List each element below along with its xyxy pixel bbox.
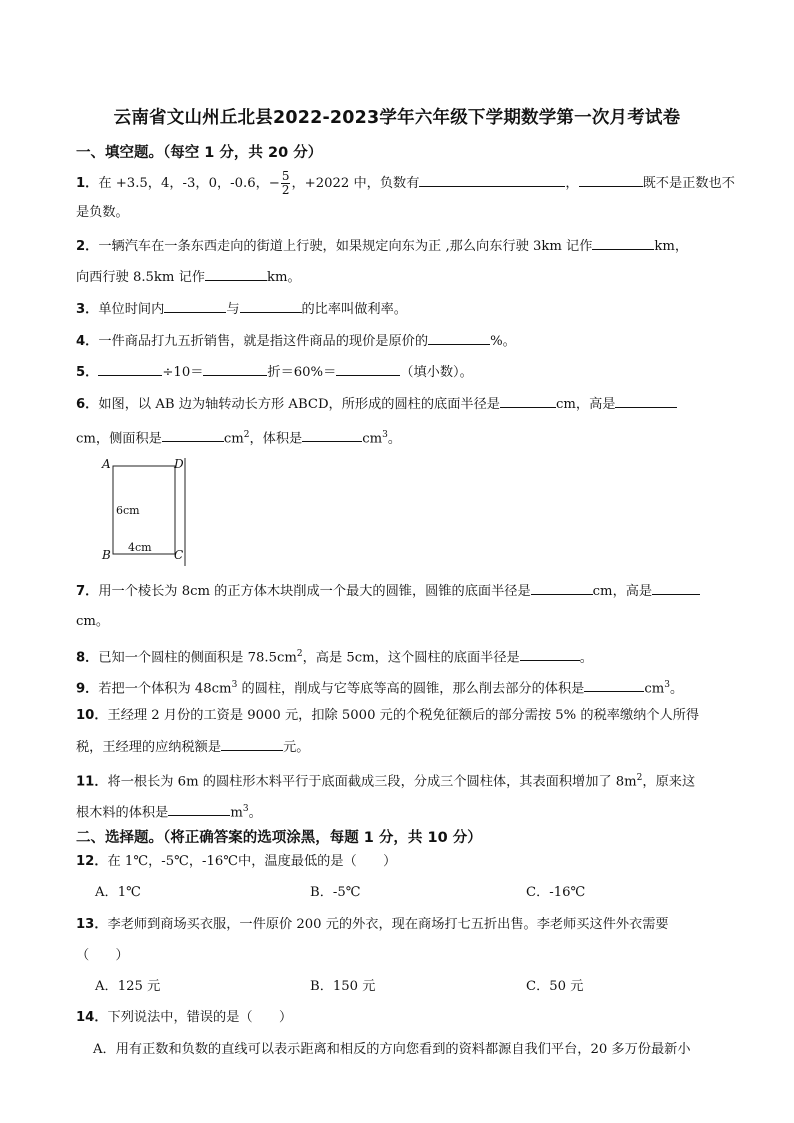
question-number: 9． xyxy=(76,681,99,697)
answer-blank[interactable] xyxy=(520,647,580,661)
option-a[interactable]: A．1℃ xyxy=(95,885,141,900)
question-12: 12．在 1℃，-5℃，-16℃中，温度最低的是（ ） xyxy=(76,854,397,869)
width-label: 4cm xyxy=(128,541,152,554)
question-2: 2．一辆汽车在一条东西走向的街道上行驶，如果规定向东为正 ,那么向东行驶 3km 记作 km， xyxy=(76,236,688,257)
question-2-cont: 向西行驶 8.5km 记作 km。 xyxy=(76,267,301,288)
option-b[interactable]: B．-5℃ xyxy=(310,885,361,900)
answer-blank[interactable] xyxy=(652,581,700,595)
answer-blank[interactable] xyxy=(162,428,224,442)
question-number: 5． xyxy=(76,365,99,380)
vertex-label-d: D xyxy=(174,457,184,471)
question-6-cont: cm，侧面积是 $cm^2$，体积是 $cm^3$。 xyxy=(76,430,402,447)
answer-blank[interactable] xyxy=(205,267,267,281)
question-number: 13． xyxy=(76,917,108,932)
question-9: 9．若把一个体积为 $48cm^3$ 的圆柱，削成与它等底等高的圆锥，那么削去部分的体积是 $cm^3$。 xyxy=(76,680,684,697)
question-1: 1．在 +3.5，4，-3，0，-0.6，− $\frac{5}{2}$ ，+2022 中，负数有 ， 既不是正数也不 xyxy=(76,169,735,197)
question-number: 11． xyxy=(76,774,108,790)
question-6: 6．如图，以 AB 边为轴转动长方形 ABCD，所形成的圆柱的底面半径是 cm，高是 xyxy=(76,394,677,415)
answer-blank[interactable] xyxy=(531,581,593,595)
question-number: 1． xyxy=(76,176,99,191)
vertex-label-a: A xyxy=(102,457,111,471)
question-10: 10．王经理 2 月份的工资是 9000 元，扣除 5000 元的个税免征额后的部分需按 5% 的税率缴纳个人所得 xyxy=(76,708,700,723)
fraction: $\frac{5}{2}$ xyxy=(281,169,290,197)
question-number: 2． xyxy=(76,239,99,254)
question-13: 13．李老师到商场买衣服，一件原价 200 元的外衣，现在商场打七五折出售。李老师买这件外衣需要 xyxy=(76,917,669,932)
section-heading-fill-in: 一、填空题。（每空 1 分，共 20 分） xyxy=(76,145,323,161)
question-11-cont: 根木料的体积是 $m^3$。 xyxy=(76,804,262,821)
answer-blank[interactable] xyxy=(98,362,162,376)
answer-blank[interactable] xyxy=(428,331,490,345)
vertex-label-b: B xyxy=(102,548,111,562)
height-label: 6cm xyxy=(116,504,140,517)
rectangle-figure xyxy=(100,456,192,568)
question-1-cont: 是负数。 xyxy=(76,205,129,220)
question-number: 8． xyxy=(76,650,99,666)
answer-blank[interactable] xyxy=(164,299,226,313)
answer-blank[interactable] xyxy=(615,394,677,408)
question-13-cont: （ ） xyxy=(76,948,129,963)
option-c[interactable]: C．-16℃ xyxy=(526,885,586,900)
answer-blank[interactable] xyxy=(168,802,230,816)
answer-blank[interactable] xyxy=(500,394,556,408)
question-4: 4．一件商品打九五折销售，就是指这件商品的现价是原价的 %。 xyxy=(76,331,516,352)
answer-blank[interactable] xyxy=(592,236,654,250)
question-number: 3． xyxy=(76,302,99,317)
question-7-cont: cm。 xyxy=(76,614,110,629)
answer-blank[interactable] xyxy=(203,362,267,376)
option-a[interactable]: A．用有正数和负数的直线可以表示距离和相反的方向您看到的资料都源自我们平台，20 多万份最新小 xyxy=(93,1042,691,1057)
question-8: 8．已知一个圆柱的侧面积是 $78.5cm^2$，高是 5cm，这个圆柱的底面半径是 。 xyxy=(76,649,593,666)
question-number: 4． xyxy=(76,334,99,349)
answer-blank[interactable] xyxy=(584,678,644,692)
answer-blank[interactable] xyxy=(240,299,302,313)
question-11: 11．将一根长为 6m 的圆柱形木料平行于底面截成三段，分成三个圆柱体，其表面积增加了 $8m^2$，原来这 xyxy=(76,773,696,790)
answer-blank[interactable] xyxy=(579,173,643,187)
answer-blank[interactable] xyxy=(336,362,400,376)
question-3: 3．单位时间内 与 的比率叫做利率。 xyxy=(76,299,407,320)
page-title: 云南省文山州丘北县2022-2023学年六年级下学期数学第一次月考试卷 xyxy=(113,108,681,128)
answer-blank[interactable] xyxy=(419,173,565,187)
question-number: 10． xyxy=(76,708,108,723)
option-c[interactable]: C．50 元 xyxy=(526,979,584,994)
question-number: 7． xyxy=(76,584,99,599)
answer-blank[interactable] xyxy=(302,428,362,442)
option-b[interactable]: B．150 元 xyxy=(310,979,376,994)
section-heading-choice: 二、选择题。（将正确答案的选项涂黑，每题 1 分，共 10 分） xyxy=(76,830,482,846)
question-number: 12． xyxy=(76,854,108,869)
question-14: 14．下列说法中，错误的是（ ） xyxy=(76,1010,293,1025)
answer-blank[interactable] xyxy=(221,737,283,751)
question-number: 6． xyxy=(76,397,99,412)
question-10-cont: 税，王经理的应纳税额是 元。 xyxy=(76,737,309,758)
question-number: 14． xyxy=(76,1010,108,1025)
question-5: 5． ÷10＝ 折＝60%＝ （填小数）。 xyxy=(76,362,473,383)
question-7: 7．用一个棱长为 8cm 的正方体木块削成一个最大的圆锥，圆锥的底面半径是 cm，高是 xyxy=(76,581,700,602)
option-a[interactable]: A．125 元 xyxy=(95,979,161,994)
vertex-label-c: C xyxy=(174,548,184,562)
